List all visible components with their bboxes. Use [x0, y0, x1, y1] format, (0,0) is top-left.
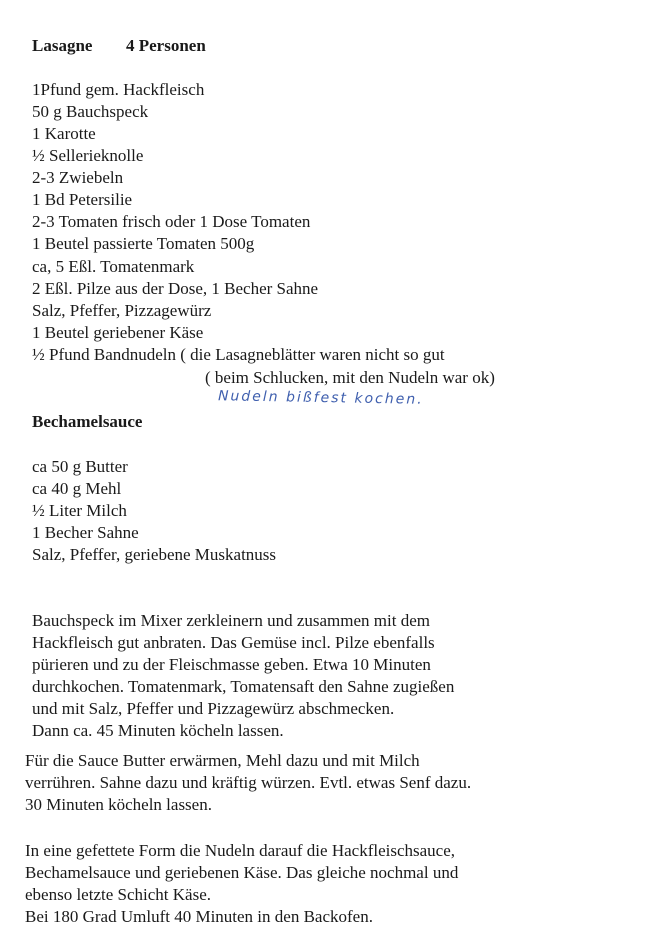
ingredient-item: 50 g Bauchspeck — [32, 102, 149, 121]
sauce-ingredient-item: 1 Becher Sahne — [32, 523, 139, 542]
instruction-line: durchkochen. Tomatenmark, Tomatensaft den Sahne zugießen — [32, 677, 455, 696]
instruction-line: Für die Sauce Butter erwärmen, Mehl dazu und mit Milch — [25, 751, 420, 770]
sauce-title: Bechamelsauce — [32, 412, 143, 431]
instruction-line: Bei 180 Grad Umluft 40 Minuten in den Backofen. — [25, 907, 373, 926]
instruction-line: verrühren. Sahne dazu und kräftig würzen. Evtl. etwas Senf dazu. — [25, 773, 472, 792]
instruction-line: Hackfleisch gut anbraten. Das Gemüse incl. Pilze ebenfalls — [32, 633, 435, 652]
handwritten-note: Nudeln bißfest kochen. — [217, 388, 424, 408]
instruction-line: pürieren und zu der Fleischmasse geben. Etwa 10 Minuten — [32, 655, 431, 674]
instruction-line: Bauchspeck im Mixer zerkleinern und zusammen mit dem — [32, 611, 430, 630]
ingredient-item: Salz, Pfeffer, Pizzagewürz — [32, 301, 212, 320]
ingredient-item: ½ Pfund Bandnudeln ( die Lasagneblätter waren nicht so gut — [32, 345, 445, 364]
recipe-title: Lasagne — [32, 36, 93, 55]
ingredient-item: 1Pfund gem. Hackfleisch — [32, 80, 205, 99]
sauce-ingredient-item: ca 40 g Mehl — [32, 479, 122, 498]
ingredient-item: ½ Sellerieknolle — [32, 146, 144, 165]
servings: 4 Personen — [126, 36, 206, 55]
instruction-line: und mit Salz, Pfeffer und Pizzagewürz abschmecken. — [32, 699, 395, 718]
ingredient-item: ca, 5 Eßl. Tomatenmark — [32, 257, 195, 276]
ingredient-item: 2-3 Tomaten frisch oder 1 Dose Tomaten — [32, 212, 311, 231]
instruction-line: 30 Minuten köcheln lassen. — [25, 795, 212, 814]
ingredient-item: 1 Bd Petersilie — [32, 190, 133, 209]
ingredient-item: 1 Beutel geriebener Käse — [32, 323, 204, 342]
ingredient-item: 2-3 Zwiebeln — [32, 168, 124, 187]
instruction-line: Dann ca. 45 Minuten köcheln lassen. — [32, 721, 284, 740]
instruction-line: Bechamelsauce und geriebenen Käse. Das gleiche nochmal und — [25, 863, 459, 882]
instruction-line: In eine gefettete Form die Nudeln darauf die Hackfleischsauce, — [25, 841, 456, 860]
sauce-ingredient-item: ca 50 g Butter — [32, 457, 128, 476]
sauce-ingredient-item: Salz, Pfeffer, geriebene Muskatnuss — [32, 545, 277, 564]
ingredients-note: ( beim Schlucken, mit den Nudeln war ok) — [205, 368, 495, 387]
instruction-line: ebenso letzte Schicht Käse. — [25, 885, 211, 904]
ingredient-item: 1 Karotte — [32, 124, 96, 143]
ingredient-item: 1 Beutel passierte Tomaten 500g — [32, 234, 255, 253]
ingredient-item: 2 Eßl. Pilze aus der Dose, 1 Becher Sahne — [32, 279, 319, 298]
sauce-ingredient-item: ½ Liter Milch — [32, 501, 127, 520]
